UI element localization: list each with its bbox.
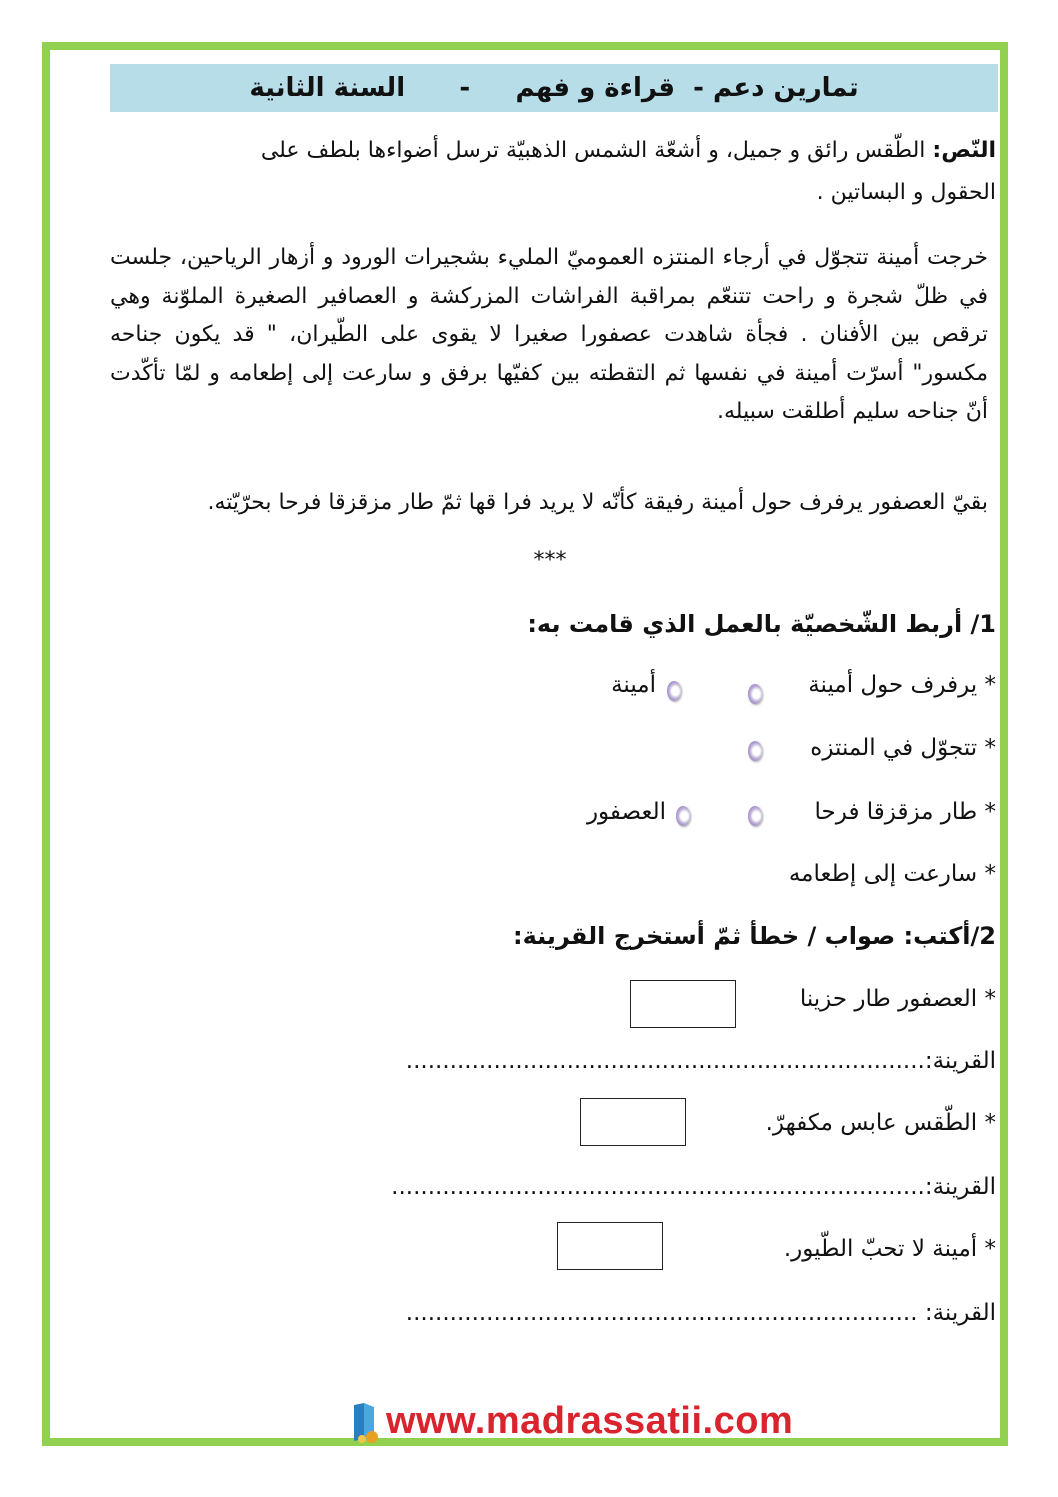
action-item-1: * يرفرف حول أمينة [808,672,996,698]
match-dot-character-1[interactable] [667,681,681,701]
action-item-3: * طار مزقزقا فرحا [814,799,996,825]
website-url: www.madrassatii.com [386,1399,794,1442]
answer-box-1[interactable] [630,980,736,1028]
action-item-4: * سارعت إلى إطعامه [788,861,996,887]
character-bird: العصفور [586,799,666,825]
text-label: النّص: [932,138,996,163]
closing-paragraph: بقيّ العصفور يرفرف حول أمينة رفيقة كأنّه لا يريد فرا قها ثمّ طار مزقزقا فرحا بحرّيّته. [207,490,988,515]
site-logo[interactable] [350,1398,794,1444]
match-dot-action-3[interactable] [748,806,762,826]
answer-box-3[interactable] [557,1222,663,1270]
action-item-2: * تتجوّل في المنتزه [810,735,996,761]
character-amina: أمينة [611,672,656,698]
book-icon [350,1401,382,1441]
exercise1-heading: 1/ أربط الشّخصيّة بالعمل الذي قامت به: [527,610,996,638]
separator: *** [533,548,567,573]
page-title: تمارين دعم - قراءة و فهم - السنة الثانية [249,73,859,103]
statement-2: * الطّقس عابس مكفهرّ. [765,1110,996,1136]
title-bar [110,64,998,112]
exercise2-heading: 2/أكتب: صواب / خطأ ثمّ أستخرج القرينة: [512,922,996,950]
match-dot-action-2[interactable] [748,741,762,761]
evidence-line-3[interactable]: القرينة: ...................................................................... [405,1300,996,1326]
evidence-line-2[interactable]: القرينة:......................................................................... [391,1174,996,1200]
match-dot-character-2[interactable] [676,806,690,826]
evidence-line-1[interactable]: القرينة:....................................................................... [405,1048,996,1074]
statement-3: * أمينة لا تحبّ الطّيور. [783,1236,996,1262]
intro-line-2: الحقول و البساتين . [816,180,996,205]
statement-1: * العصفور طار حزينا [799,986,996,1012]
match-dot-action-1[interactable] [748,684,762,704]
main-paragraph: خرجت أمينة تتجوّل في أرجاء المنتزه العموميّ المليء بشجيرات الورود و أزهار الرياحين، جلست في ظلّ شجرة و راحت تتنعّم بمراقبة الفراشات المزركشة و العصافير الصغيرة الملوّنة وهي ترقص بين الأفنان . فجأة شاهدت عصفورا صغيرا لا يقوى على الطّيران، " قد يكون جناحه مكسور" أسرّت أمينة في نفسها ثم التقطته بين كفيّها برفق و سارعت إلى إطعامه و لمّا تأكّدت أنّ جناحه سليم أطلقت سبيله. [110,245,988,424]
intro-text-1: الطّقس رائق و جميل، و أشعّة الشمس الذهبيّة ترسل أضواءها بلطف على [260,138,933,163]
answer-box-2[interactable] [580,1098,686,1146]
intro-line-1 [146,132,996,171]
